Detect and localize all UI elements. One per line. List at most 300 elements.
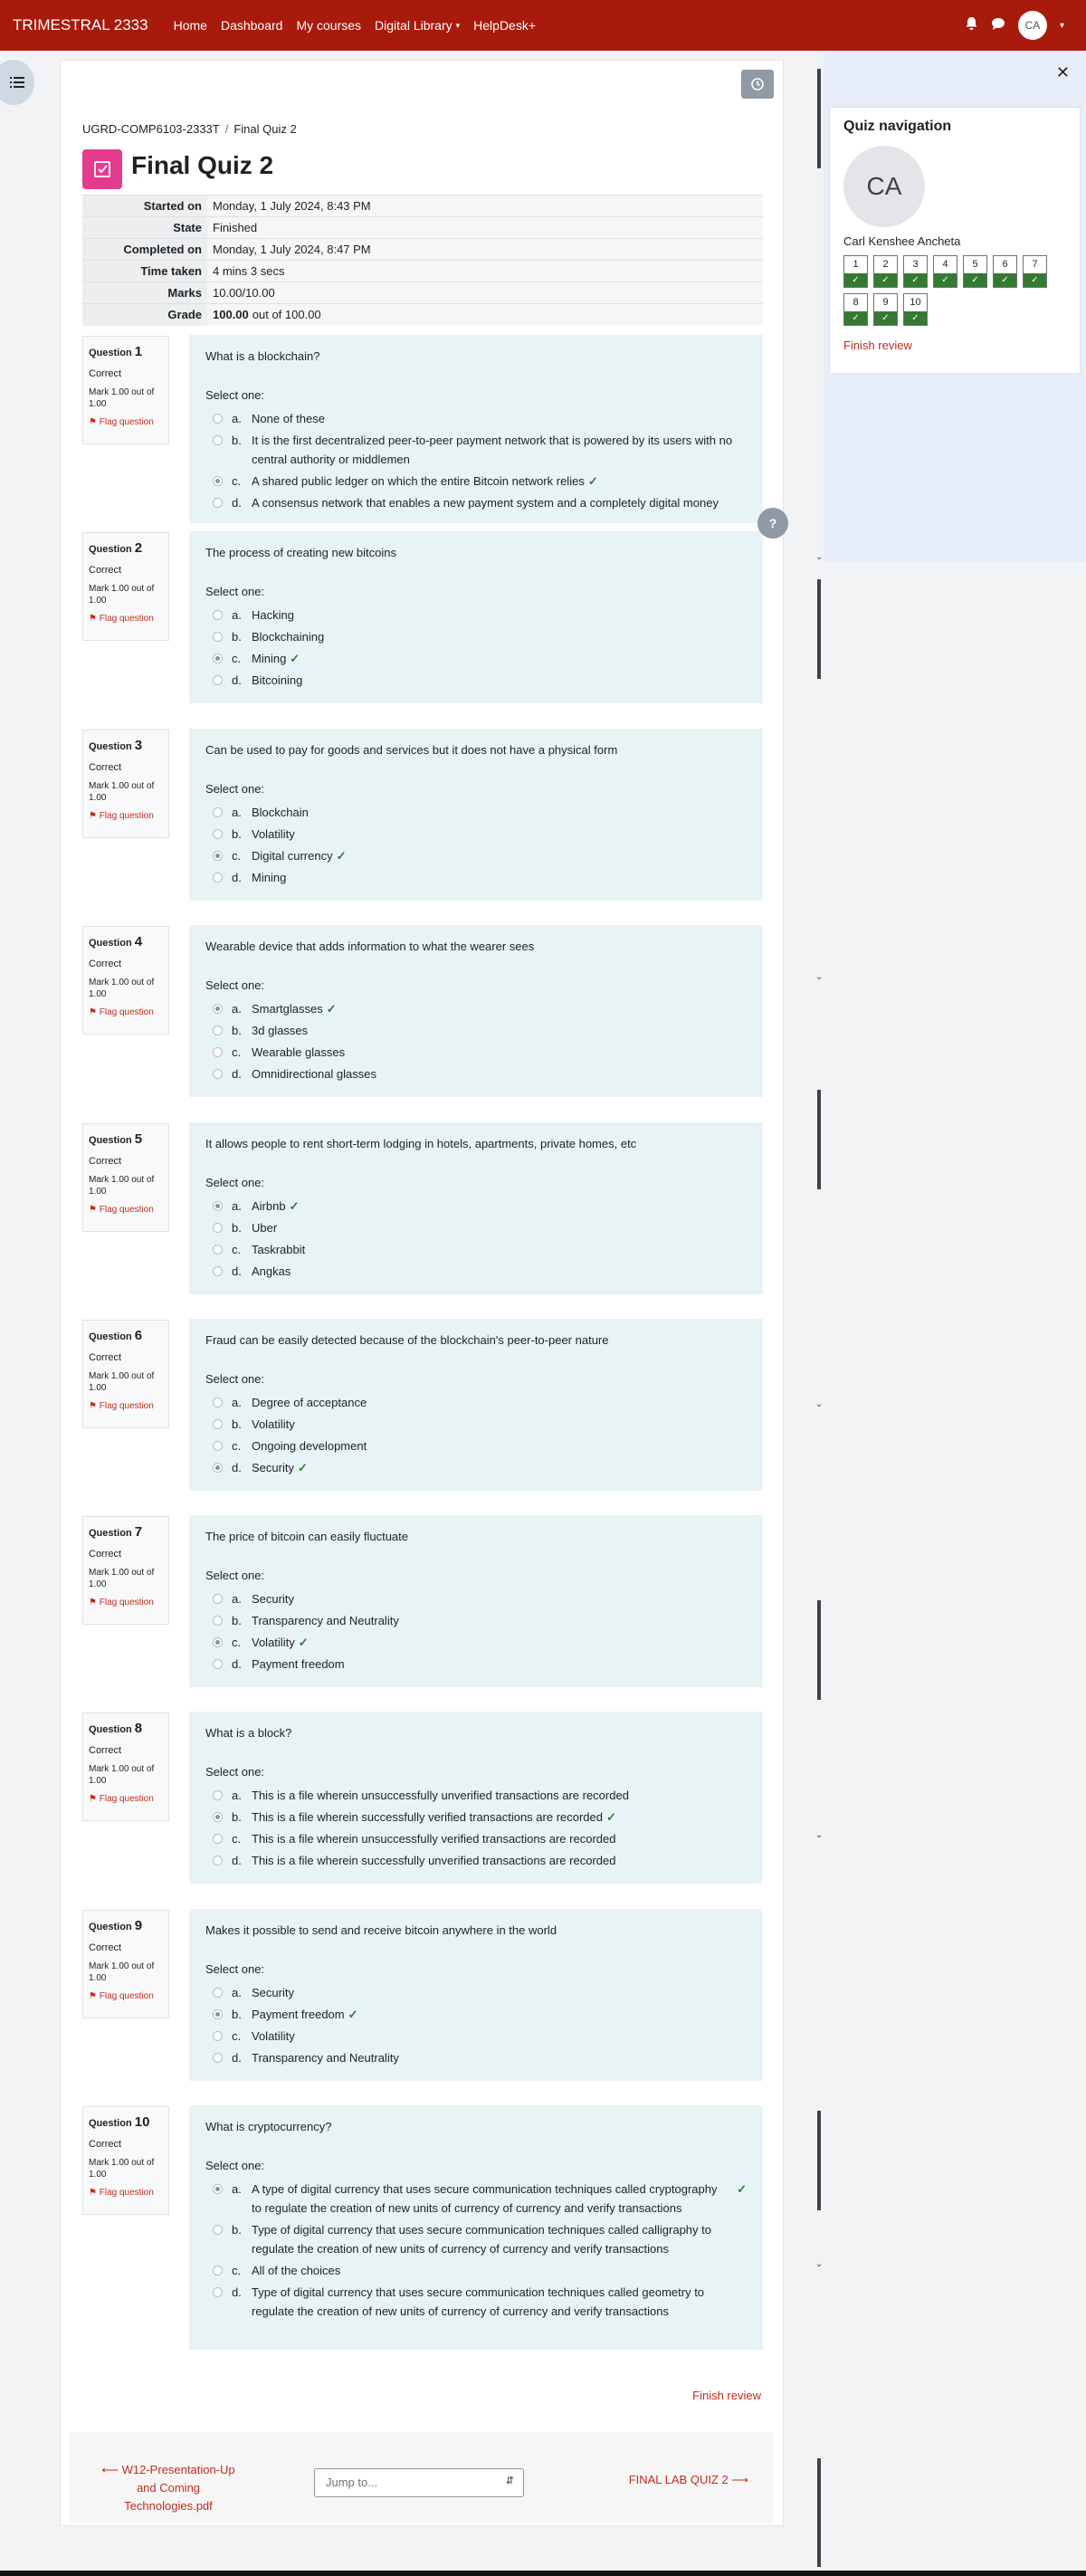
question-info	[82, 730, 169, 838]
answer-text	[252, 1240, 747, 1259]
question-grade: Mark 1.00 out of 1.00	[89, 1764, 155, 1786]
question-number	[89, 1131, 163, 1147]
answer-label: Bitcoining	[252, 673, 303, 687]
answer-text	[252, 472, 747, 491]
question-number	[89, 344, 163, 359]
answer-option	[205, 1808, 747, 1827]
chevron-down-icon: ⌄	[815, 972, 824, 982]
next-activity-label: FINAL LAB QUIZ 2	[628, 2473, 729, 2486]
answer-label: Uber	[252, 1221, 278, 1235]
answer-letter: a.	[232, 608, 242, 622]
answer-letter: d.	[232, 673, 242, 687]
answer-option	[205, 803, 747, 822]
breadcrumb-separator: /	[224, 122, 229, 136]
flag-question-link[interactable]	[89, 2188, 163, 2198]
quiz-nav-button[interactable]	[873, 255, 898, 288]
flag-question-link[interactable]	[89, 1007, 163, 1017]
answer-label: Security	[252, 1461, 294, 1474]
answer-letter: a.	[232, 1199, 242, 1213]
summary-value: 4 mins 3 secs	[207, 261, 763, 282]
flag-question-link[interactable]	[89, 614, 163, 624]
answer-letter: a.	[232, 2182, 242, 2196]
user-avatar[interactable]: CA	[1018, 11, 1047, 40]
quiz-nav-button[interactable]	[903, 293, 928, 326]
question-state: Correct	[89, 1352, 122, 1363]
summary-value: Finished	[207, 217, 763, 239]
answer-radio[interactable]	[213, 1398, 223, 1407]
answer-radio[interactable]	[213, 1223, 223, 1233]
check-icon: ✓	[904, 273, 927, 287]
answer-option	[205, 1983, 747, 2002]
answer-text	[252, 2283, 747, 2321]
answer-letter: b.	[232, 827, 242, 841]
answer-radio[interactable]	[213, 675, 223, 685]
summary-value: 10.00/10.00	[207, 282, 763, 304]
answer-text	[252, 606, 747, 625]
question-state: Correct	[89, 1549, 122, 1560]
question-word: Question	[89, 1724, 132, 1735]
answer-letter: d.	[232, 1657, 242, 1671]
question-number-value: 10	[134, 2114, 150, 2130]
quiz-nav-button[interactable]	[903, 255, 928, 288]
flag-question-link[interactable]	[89, 1205, 163, 1215]
answer-label: This is a file wherein unsuccessfully verified transactions are recorded	[252, 1832, 616, 1846]
quiz-nav-button[interactable]	[1023, 255, 1047, 288]
summary-label: Grade	[82, 304, 207, 326]
answer-radio[interactable]	[213, 1463, 223, 1473]
answer-letter: d.	[232, 1854, 242, 1867]
answer-letter: c.	[232, 2264, 242, 2277]
grade-value: 100.00	[213, 308, 249, 322]
window-bottom-edge	[0, 2571, 1086, 2576]
answer-text	[252, 1436, 747, 1455]
answer-text	[252, 1393, 747, 1412]
answer-radio[interactable]	[213, 851, 223, 861]
answer-letter: d.	[232, 1264, 242, 1278]
quiz-nav-button[interactable]	[843, 255, 868, 288]
question-info	[82, 1910, 169, 2018]
answer-radio[interactable]	[213, 1441, 223, 1451]
breadcrumb-course[interactable]: UGRD-COMP6103-2333T	[82, 122, 220, 136]
answer-label: Omnidirectional glasses	[252, 1067, 377, 1081]
answer-text	[252, 627, 747, 646]
flag-icon: ⚑	[89, 417, 100, 427]
quiz-nav-number: 9	[882, 297, 889, 308]
quiz-nav-button[interactable]	[843, 293, 868, 326]
answer-letter: c.	[232, 1439, 242, 1453]
question-state: Correct	[89, 1156, 122, 1167]
answer-letter: b.	[232, 434, 242, 447]
summary-label: Marks	[82, 282, 207, 304]
check-icon: ✓	[326, 1002, 337, 1016]
flag-question-link[interactable]	[89, 811, 163, 821]
attempt-summary-table	[82, 195, 763, 326]
quiz-navigation-block	[829, 107, 1081, 374]
answer-option	[205, 2261, 747, 2280]
answer-radio[interactable]	[213, 1201, 223, 1211]
grade-out-of: out of 100.00	[252, 308, 321, 322]
answer-radio[interactable]	[213, 1026, 223, 1035]
question-text: It allows people to rent short-term lodging in hotels, apartments, private homes, etc	[205, 1137, 637, 1150]
answer-text	[252, 2220, 747, 2258]
question-state: Correct	[89, 565, 122, 576]
question-grade: Mark 1.00 out of 1.00	[89, 1175, 155, 1197]
answer-option	[205, 649, 747, 668]
scrollbar-segment	[817, 579, 821, 679]
question-text: Fraud can be easily detected because of the blockchain's peer-to-peer nature	[205, 1333, 609, 1347]
answer-label: A type of digital currency that uses secure communication techniques called cryptography to regulate the creation of new units of currency of currency and verify transactions	[252, 2182, 718, 2215]
answer-option	[205, 2180, 747, 2218]
flag-icon: ⚑	[89, 811, 100, 821]
scrollbar-segment	[817, 69, 821, 168]
finish-review-link[interactable]: Finish review	[843, 339, 912, 352]
check-icon: ✓	[587, 474, 598, 488]
answer-radio[interactable]	[213, 610, 223, 620]
answer-label: All of the choices	[252, 2264, 341, 2277]
question-text: The price of bitcoin can easily fluctuate	[205, 1530, 409, 1543]
quiz-nav-button[interactable]	[933, 255, 957, 288]
answer-letter: b.	[232, 630, 242, 644]
question-info	[82, 1516, 169, 1625]
answer-label: This is a file wherein successfully verified transactions are recorded	[252, 1810, 604, 1824]
answer-radio[interactable]	[213, 1988, 223, 1998]
answer-letter: a.	[232, 1592, 242, 1606]
answer-label: Payment freedom	[252, 2008, 345, 2021]
question-text: The process of creating new bitcoins	[205, 546, 396, 559]
question-info	[82, 1320, 169, 1428]
answer-text	[252, 431, 747, 469]
answer-option	[205, 1655, 747, 1674]
question-number-value: 3	[134, 738, 143, 753]
answer-letter: d.	[232, 496, 242, 510]
question-info	[82, 1123, 169, 1232]
answer-label: It is the first decentralized peer-to-peer payment network that is powered by its users with no central authority or middlemen	[252, 434, 733, 466]
answer-radio[interactable]	[213, 1004, 223, 1014]
summary-label: State	[82, 217, 207, 239]
answer-letter: d.	[232, 2051, 242, 2065]
flag-icon: ⚑	[89, 1401, 100, 1411]
question-grade: Mark 1.00 out of 1.00	[89, 584, 155, 606]
question-number	[89, 1524, 163, 1540]
nav-my-courses[interactable]: My courses	[296, 18, 362, 33]
question-grade: Mark 1.00 out of 1.00	[89, 1371, 155, 1393]
answer-label: Payment freedom	[252, 1657, 345, 1671]
summary-value	[207, 304, 763, 326]
answer-label: Mining	[252, 871, 287, 884]
breadcrumb	[82, 122, 297, 136]
quiz-nav-number: 8	[853, 297, 859, 308]
chevron-down-icon: ⌄	[815, 1830, 824, 1840]
scrollbar[interactable]	[815, 60, 824, 2571]
answer-option	[205, 1589, 747, 1608]
select-one-prompt: Select one:	[205, 978, 265, 992]
quiz-nav-number: 1	[853, 259, 859, 270]
check-icon: ✓	[994, 273, 1016, 287]
flag-icon: ⚑	[89, 1007, 100, 1017]
question-grade: Mark 1.00 out of 1.00	[89, 387, 155, 409]
select-one-prompt: Select one:	[205, 1176, 265, 1189]
answer-radio[interactable]	[213, 1637, 223, 1647]
question-word: Question	[89, 348, 132, 358]
answer-option	[205, 1021, 747, 1040]
answer-radio[interactable]	[213, 2009, 223, 2019]
question-content	[189, 1909, 763, 2081]
answer-label: Type of digital currency that uses secure communication techniques called calligraphy to regulate the creation of new units of currency of currency and verify transactions	[252, 2223, 711, 2256]
answer-label: Type of digital currency that uses secure communication techniques called geometry to regulate the creation of new units of currency of currency and verify transactions	[252, 2285, 705, 2318]
answer-label: Ongoing development	[252, 1439, 367, 1453]
answer-option	[205, 1064, 747, 1083]
answer-letter: c.	[232, 474, 242, 488]
question-number	[89, 1918, 163, 1933]
answer-radio[interactable]	[213, 2287, 223, 2297]
answer-text	[252, 493, 747, 512]
check-icon: ✓	[297, 1461, 308, 1474]
question-info	[82, 1713, 169, 1821]
question-word: Question	[89, 1528, 132, 1539]
answer-radio[interactable]	[213, 1659, 223, 1669]
quiz-nav-number: 5	[972, 259, 978, 270]
flag-question-label: Flag question	[99, 1991, 154, 2001]
select-one-prompt: Select one:	[205, 1962, 265, 1976]
answer-letter: b.	[232, 2008, 242, 2021]
answer-label: This is a file wherein unsuccessfully unverified transactions are recorded	[252, 1789, 629, 1802]
flag-question-link[interactable]	[89, 1598, 163, 1608]
quiz-nav-number: 2	[882, 259, 889, 270]
select-one-prompt: Select one:	[205, 1765, 265, 1779]
answer-radio[interactable]	[213, 654, 223, 663]
question-state: Correct	[89, 762, 122, 773]
finish-review-link[interactable]: Finish review	[692, 2389, 761, 2402]
answer-option	[205, 1611, 747, 1630]
question-content	[189, 1319, 763, 1491]
answer-radio[interactable]	[213, 1616, 223, 1626]
check-icon: ✓	[934, 273, 957, 287]
answer-text	[252, 649, 747, 668]
answer-label: Volatility	[252, 1636, 295, 1649]
answer-radio[interactable]	[213, 2053, 223, 2063]
question-word: Question	[89, 544, 132, 555]
quiz-navigation-title: Quiz navigation	[843, 119, 952, 134]
question-text: What is a block?	[205, 1726, 292, 1740]
question-number	[89, 1721, 163, 1736]
answer-option	[205, 868, 747, 887]
previous-activity-label: W12-Presentation-Up and Coming Technologies.pdf	[121, 2463, 235, 2513]
answer-radio[interactable]	[213, 873, 223, 883]
breadcrumb-quiz[interactable]: Final Quiz 2	[233, 122, 297, 136]
question-info	[82, 532, 169, 641]
answer-letter: c.	[232, 849, 242, 863]
main-content	[60, 60, 784, 2526]
answer-option	[205, 825, 747, 844]
answer-option	[205, 1197, 747, 1216]
answer-radio[interactable]	[213, 2184, 223, 2194]
answer-label: 3d glasses	[252, 1024, 309, 1037]
question-word: Question	[89, 938, 132, 949]
answer-text	[252, 1808, 747, 1827]
answer-option	[205, 606, 747, 625]
answer-text	[252, 1829, 747, 1848]
jump-to-select[interactable]	[314, 2468, 524, 2497]
question-mark-icon[interactable]: ?	[757, 508, 788, 539]
question-word: Question	[89, 741, 132, 752]
user-avatar-large: CA	[843, 146, 925, 227]
history-icon[interactable]	[741, 70, 774, 99]
answer-letter: b.	[232, 1221, 242, 1235]
answer-option	[205, 671, 747, 690]
answer-letter: a.	[232, 1002, 242, 1016]
answer-option	[205, 1393, 747, 1412]
answer-label: Transparency and Neutrality	[252, 2051, 399, 2065]
question-text: What is cryptocurrency?	[205, 2120, 332, 2133]
answer-option	[205, 409, 747, 428]
close-icon[interactable]: ✕	[1055, 63, 1070, 81]
answer-radio[interactable]	[213, 1069, 223, 1079]
answer-label: Volatility	[252, 2029, 295, 2043]
answer-radio[interactable]	[213, 807, 223, 817]
flag-icon: ⚑	[89, 2188, 100, 2198]
next-activity-link[interactable]	[629, 2473, 748, 2487]
answer-option	[205, 472, 747, 491]
answer-radio[interactable]	[213, 1594, 223, 1604]
quiz-nav-button[interactable]	[993, 255, 1017, 288]
answer-radio[interactable]	[213, 1266, 223, 1276]
page-title: Final Quiz 2	[131, 151, 274, 179]
question-state: Correct	[89, 959, 122, 969]
answer-text	[252, 1611, 747, 1630]
question-number	[89, 1328, 163, 1343]
summary-label: Started on	[82, 196, 207, 217]
answer-label: Security	[252, 1592, 294, 1606]
question-text: Makes it possible to send and receive bitcoin anywhere in the world	[205, 1923, 557, 1937]
select-one-prompt: Select one:	[205, 585, 265, 598]
answer-letter: b.	[232, 1417, 242, 1431]
answer-text	[252, 2261, 747, 2280]
answer-option	[205, 431, 747, 469]
flag-question-link[interactable]	[89, 1401, 163, 1411]
answer-text	[252, 1655, 747, 1674]
question-word: Question	[89, 1331, 132, 1342]
flag-question-link[interactable]	[89, 1794, 163, 1804]
answer-letter: a.	[232, 1986, 242, 1999]
bell-icon[interactable]	[965, 16, 978, 34]
check-icon: ✓	[964, 273, 986, 287]
answer-text	[252, 2180, 719, 2218]
answer-label: Security	[252, 1986, 294, 1999]
nav-digital-library[interactable]	[375, 18, 460, 33]
quiz-nav-button[interactable]	[963, 255, 987, 288]
answer-radio[interactable]	[213, 632, 223, 642]
answer-option	[205, 2048, 747, 2067]
answer-text	[252, 2027, 747, 2046]
summary-row	[82, 196, 763, 217]
question-text: Can be used to pay for goods and services but it does not have a physical form	[205, 743, 618, 757]
answer-label: Blockchain	[252, 806, 309, 819]
answer-radio[interactable]	[213, 1245, 223, 1255]
answer-radio[interactable]	[213, 2266, 223, 2275]
answer-text	[252, 671, 747, 690]
question-number	[89, 934, 163, 949]
answer-letter: d.	[232, 1067, 242, 1081]
answer-radio[interactable]	[213, 435, 223, 445]
answer-letter: c.	[232, 1243, 242, 1256]
answer-radio[interactable]	[213, 2225, 223, 2235]
summary-label: Time taken	[82, 261, 207, 282]
chevron-down-icon: ▾	[455, 20, 461, 30]
site-brand[interactable]: TRIMESTRAL 2333	[13, 16, 148, 33]
answer-letter: a.	[232, 412, 242, 425]
answer-radio[interactable]	[213, 476, 223, 486]
chat-icon[interactable]	[991, 17, 1005, 34]
nav-home[interactable]: Home	[173, 18, 207, 33]
select-one-prompt: Select one:	[205, 2159, 265, 2172]
nav-helpdesk[interactable]: HelpDesk+	[473, 18, 537, 33]
check-icon: ✓	[290, 652, 300, 665]
answer-option	[205, 1829, 747, 1848]
check-icon: ✓	[737, 2182, 747, 2196]
answer-text	[252, 1983, 747, 2002]
answer-radio[interactable]	[213, 1834, 223, 1844]
answer-label: Volatility	[252, 1417, 295, 1431]
question-info	[82, 336, 169, 444]
question-state: Correct	[89, 368, 122, 379]
chevron-down-icon[interactable]: ▾	[1059, 20, 1064, 31]
answer-radio[interactable]	[213, 2031, 223, 2041]
flag-question-label: Flag question	[99, 417, 154, 427]
answer-radio[interactable]	[213, 1047, 223, 1057]
question-content	[189, 2105, 763, 2350]
answer-text	[252, 1064, 747, 1083]
answer-letter: a.	[232, 1396, 242, 1409]
question-number-value: 1	[134, 344, 143, 359]
quiz-nav-button[interactable]	[873, 293, 898, 326]
answer-radio[interactable]	[213, 1419, 223, 1429]
answer-radio[interactable]	[213, 1812, 223, 1822]
answer-radio[interactable]	[213, 829, 223, 839]
flag-question-link[interactable]	[89, 417, 163, 427]
answer-label: Airbnb	[252, 1199, 286, 1213]
nav-dashboard[interactable]: Dashboard	[220, 18, 283, 33]
answer-letter: a.	[232, 1789, 242, 1802]
answer-radio[interactable]	[213, 1790, 223, 1800]
question-content	[189, 729, 763, 901]
check-icon: ✓	[298, 1636, 309, 1649]
quiz-icon	[82, 149, 122, 189]
select-one-prompt: Select one:	[205, 388, 265, 402]
question-state: Correct	[89, 2139, 122, 2150]
answer-option	[205, 1218, 747, 1237]
answer-option	[205, 1436, 747, 1455]
answer-label: None of these	[252, 412, 325, 425]
answer-label: Digital currency	[252, 849, 333, 863]
question-number-value: 5	[134, 1131, 143, 1147]
answer-label: Mining	[252, 652, 287, 665]
flag-icon: ⚑	[89, 1991, 100, 2001]
answer-label: Transparency and Neutrality	[252, 1614, 399, 1627]
answer-label: Degree of acceptance	[252, 1396, 367, 1409]
quiz-nav-number: 4	[942, 259, 948, 270]
answer-option	[205, 1851, 747, 1870]
answer-radio[interactable]	[213, 1856, 223, 1865]
question-number-value: 4	[134, 934, 143, 949]
answer-radio[interactable]	[213, 498, 223, 508]
answer-option	[205, 1458, 747, 1477]
previous-activity-link[interactable]	[97, 2461, 240, 2515]
flag-question-label: Flag question	[99, 1794, 154, 1804]
question-grade: Mark 1.00 out of 1.00	[89, 781, 155, 803]
answer-radio[interactable]	[213, 414, 223, 424]
flag-question-link[interactable]	[89, 1991, 163, 2001]
answer-label: This is a file wherein successfully unverified transactions are recorded	[252, 1854, 616, 1867]
